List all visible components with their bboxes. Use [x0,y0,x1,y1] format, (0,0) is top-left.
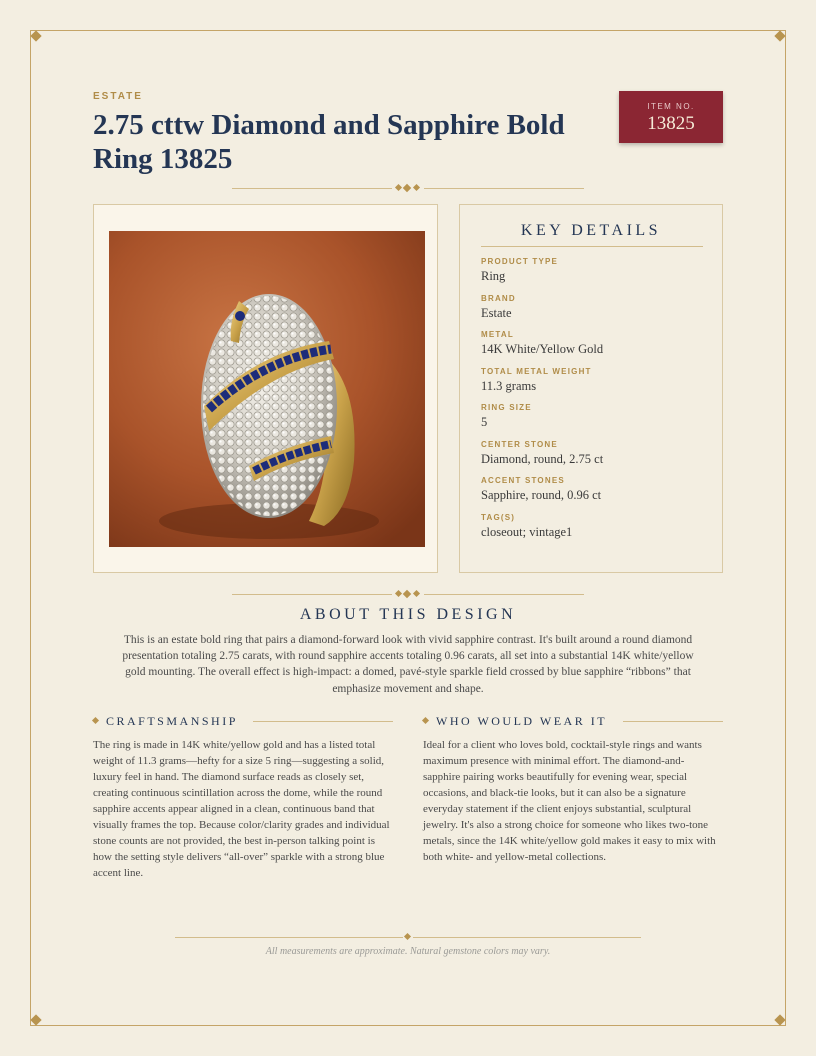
about-divider [232,589,584,599]
about-heading: ABOUT THIS DESIGN [299,606,517,623]
detail-metal [481,330,711,367]
detail-value: 5 [481,415,488,429]
detail-value: 14K White/Yellow Gold [481,342,604,356]
title-divider [232,183,584,193]
detail-label: TOTAL METAL WEIGHT [481,366,592,376]
detail-value: 11.3 grams [481,378,537,393]
who-would-wear-text: Ideal for a client who loves bold, cocktail-style rings and wants maximum presence with minimal effort. The diamond-and-sapphire pairing works beautifully for evening wear, special occasions, and black-tie looks, but it can also be a signature everyday statement if the client enjoys substantial, sculptural jewelry. It's also a strong choice for someone who likes two-tone metals, since the 14K white/yellow gold makes it easy to mix with both white- and yellow-metal collections. [423,739,716,863]
key-details-heading: KEY DETAILS [520,222,662,239]
item-number-badge [619,91,723,143]
detail-value: Ring [481,269,506,283]
key-details-list [481,257,711,549]
detail-product-type [481,257,711,294]
craftsmanship-heading-row [93,714,393,728]
detail-metal-weight [481,367,711,404]
detail-label: BRAND [481,293,516,303]
detail-label: PRODUCT TYPE [481,257,559,266]
detail-value: Sapphire, round, 0.96 ct [481,488,602,502]
detail-value: Diamond, round, 2.75 ct [481,451,604,466]
category-label: ESTATE [93,91,143,102]
detail-center-stone [481,440,711,477]
product-image-card [93,204,438,573]
footer-divider [175,932,641,942]
detail-value: Estate [481,305,512,320]
who-would-wear-heading-row [423,714,723,728]
detail-label: ACCENT STONES [481,476,565,485]
page-title: 2.75 cttw Diamond and Sapphire Bold Ring 13825 [93,109,565,175]
item-number-value: 13825 [647,113,695,134]
about-text: This is an estate bold ring that pairs a diamond-forward look with vivid sapphire contrast. It's built around a round diamond presentation totaling 2.75 carats, with round sapphire accents totaling 0.96 carats, all set into a substantial 14K white/yellow gold mounting. The overall effect is high-impact: a domed, pavé-style sparkle field crossed by blue sapphire “ribbons” that emphasize movement and shape. [122,634,694,695]
detail-accent-stones [481,476,711,513]
craftsmanship-text: The ring is made in 14K white/yellow gold and has a listed total weight of 11.3 grams—hefty for a size 5 ring—suggesting a solid, luxury feel in hand. The diamond surface reads as closely set, creating continuous scintillation across the dome, while the round sapphire accents appear aligned in a clean, continuous band that visually frames the top. Because color/clarity grades and individual stone counts are not provided, the best in-person talking point is how the setting style delivers “all-over” sparkle with a strong blue accent line. [93,739,390,879]
heading-rule [253,721,393,722]
detail-tags [481,513,711,550]
item-number-label: ITEM NO. [647,102,695,111]
detail-label: TAG(S) [481,512,516,522]
who-would-wear-heading: WHO WOULD WEAR IT [436,714,608,728]
craftsmanship-heading: CRAFTSMANSHIP [106,714,238,728]
diamond-bullet-icon [92,717,99,724]
ring-photo [109,231,425,547]
detail-label: METAL [481,330,514,339]
footer-note: All measurements are approximate. Natural gemstone colors may vary. [265,946,551,957]
detail-label: CENTER STONE [481,439,558,449]
detail-label: RING SIZE [481,403,532,412]
key-details-divider [481,246,703,247]
detail-value: closeout; vintage1 [481,524,573,539]
diamond-bullet-icon [422,717,429,724]
key-details-panel [459,204,723,573]
detail-brand [481,294,711,331]
heading-rule [623,721,723,722]
detail-ring-size [481,403,711,440]
